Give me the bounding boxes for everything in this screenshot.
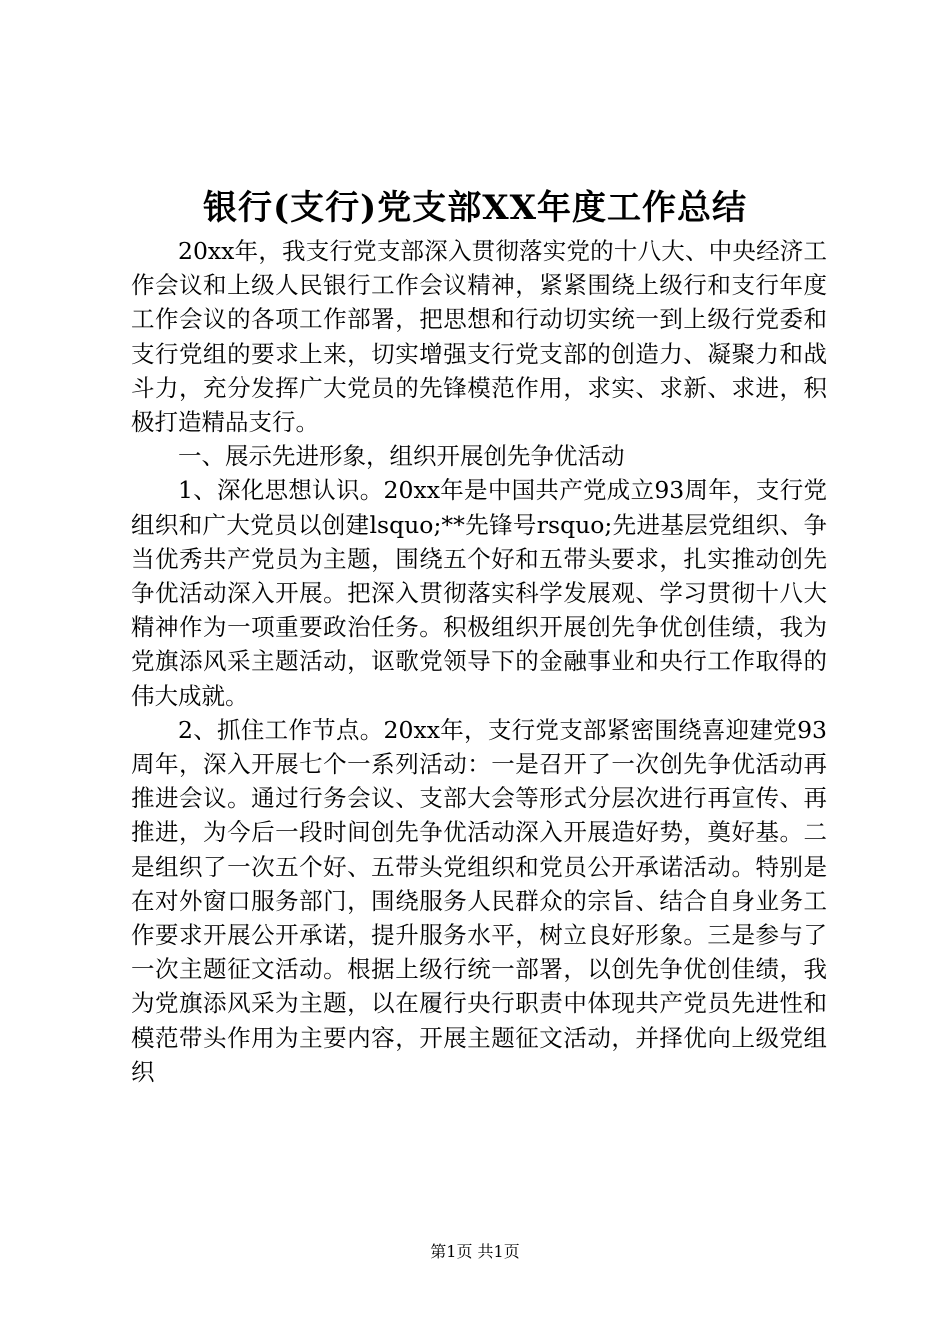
paragraph-intro: 20xx年，我支行党支部深入贯彻落实党的十八大、中央经济工作会议和上级人民银行工作会议精神，紧紧围绕上级行和支行年度工作会议的各项工作部署，把思想和行动切实统一到上级行党委和支行党组的要求上来，切实增强支行党支部的创造力、凝聚力和战斗力，充分发挥广大党员的先锋模范作用，求实、求新、求进，积极打造精品支行。 — [131, 237, 827, 437]
page-footer: 第1页 共1页 — [430, 1242, 520, 1261]
document-title: 银行(支行)党支部XX年度工作总结 — [203, 188, 747, 228]
section-heading-1: 一、展示先进形象，组织开展创先争优活动 — [178, 442, 625, 471]
paragraph-item-2: 2、抓住工作节点。20xx年，支行党支部紧密围绕喜迎建党93周年，深入开展七个一系列活动：一是召开了一次创先争优活动再推进会议。通过行务会议、支部大会等形式分层次进行再宣传、再推进，为今后一段时间创先争优活动深入开展造好势，奠好基。二是组织了一次五个好、五带头党组织和党员公开承诺活动。特别是在对外窗口服务部门，围绕服务人民群众的宗旨、结合自身业务工作要求开展公开承诺，提升服务水平，树立良好形象。三是参与了一次主题征文活动。根据上级行统一部署，以创先争优创佳绩，我为党旗添风采为主题，以在履行央行职责中体现共产党员先进性和模范带头作用为主要内容，开展主题征文活动，并择优向上级党组织 — [131, 715, 827, 1086]
document-body — [131, 234, 827, 1089]
paragraph-item-1: 1、深化思想认识。20xx年是中国共产党成立93周年，支行党组织和广大党员以创建lsquo;**先锋号rsquo;先进基层党组织、争当优秀共产党员为主题，围绕五个好和五带头要求，扎实推动创先争优活动深入开展。把深入贯彻落实科学发展观、学习贯彻十八大精神作为一项重要政治任务。积极组织开展创先争优创佳绩，我为党旗添风采主题活动，讴歌党领导下的金融事业和央行工作取得的伟大成就。 — [131, 476, 827, 710]
